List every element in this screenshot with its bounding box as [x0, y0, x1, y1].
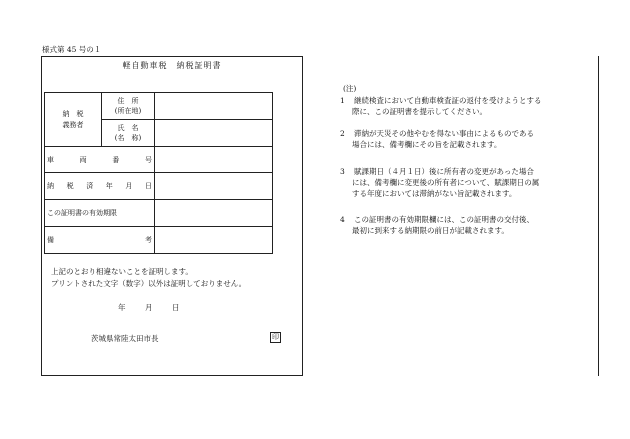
name-value [155, 120, 273, 147]
note-4: 4 この証明書の有効期限欄には、この証明書の交付後、 最初に到来する納期限の前日が記載されます。 [340, 215, 534, 235]
form-number: 様式第 45 号の１ [42, 45, 102, 54]
issuer-name: 茨城県常陸太田市長 [91, 334, 159, 343]
note-2: 2 滞納が天災その他やむを得ない事由によるものである 場合には、備考欄にその旨を記載されます。 [340, 129, 534, 149]
paid-date-value [155, 173, 273, 200]
vehicle-number-value [155, 147, 273, 173]
address-value [155, 93, 273, 120]
date-year: 年 [118, 303, 126, 312]
right-border-line [598, 56, 599, 376]
certificate-title: 軽自動車税 納税証明書 [122, 61, 222, 70]
vehicle-number-label: 車 両 番 号 [45, 147, 155, 173]
certification-line-2: プリントされた文字（数字）以外は証明しておりません。 [51, 279, 247, 288]
address-label: 住 所 (所在地) [102, 93, 155, 120]
validity-value [155, 200, 273, 227]
note-1: 1 継続検査において自動車検査証の返付を受けようとする 際に、この証明書を提示してください。 [340, 96, 542, 116]
seal-box: 印 [272, 333, 279, 341]
notes-title: (注) [343, 84, 357, 93]
date-month: 月 [145, 303, 153, 312]
taxpayer-label: 納 税 義務者 [45, 93, 102, 147]
date-day: 日 [172, 303, 180, 312]
name-label: 氏 名 (名 称) [102, 120, 155, 147]
validity-label: この証明書の有効期限 [45, 200, 155, 227]
certificate-table [44, 92, 273, 254]
note-3: 3 賦課期日（４月１日）後に所有者の変更があった場合 には、備考欄に変更後の所有者について、賦課期日の属 する年度においては滞納がない旨記載されます。 [340, 167, 540, 198]
certification-line-1: 上記のとおり相違ないことを証明します。 [51, 267, 193, 276]
remarks-label: 備 考 [45, 227, 155, 254]
paid-date-label: 納 税 済 年 月 日 [45, 173, 155, 200]
remarks-value [155, 227, 273, 254]
